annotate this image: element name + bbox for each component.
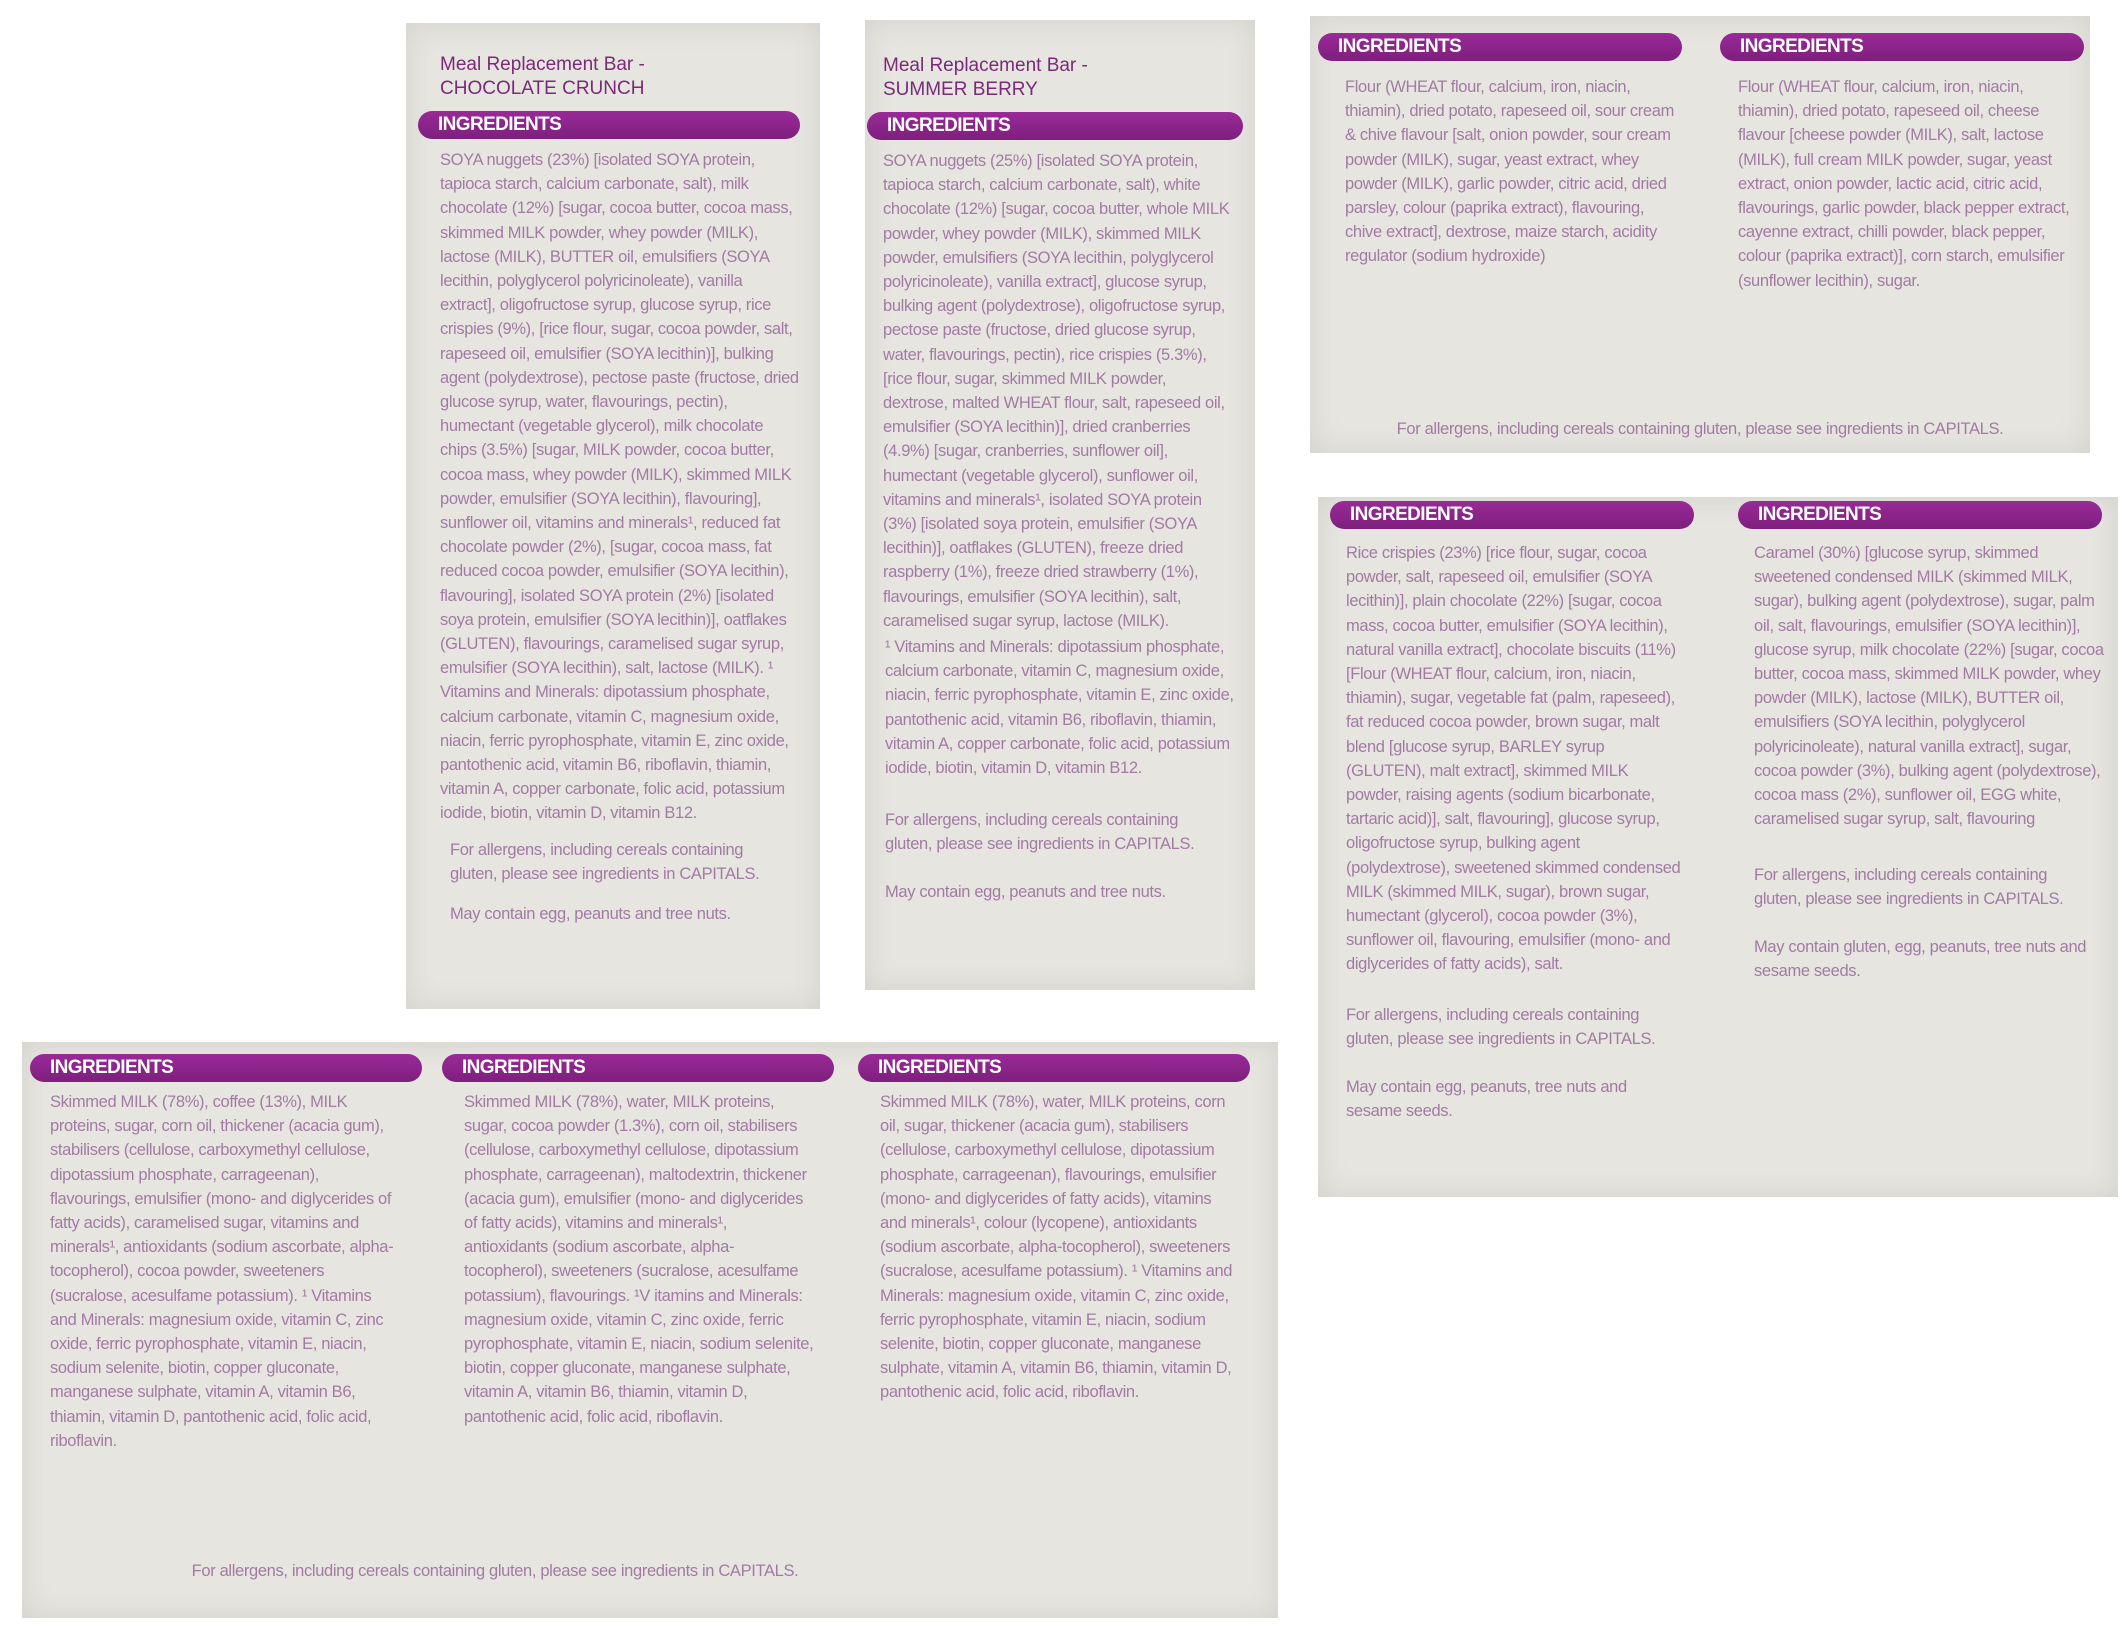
allergen-note: For allergens, including cereals containing gluten, please see ingredients in CAPITALS. — [450, 840, 760, 883]
panel-crisps — [1310, 16, 2090, 453]
ingredients-header: INGREDIENTS — [858, 1054, 1250, 1082]
ingredients-header: INGREDIENTS — [867, 112, 1243, 140]
product-title — [883, 54, 1243, 102]
panel-chocolate-crunch — [406, 23, 820, 1009]
ingredients-header: INGREDIENTS — [1720, 33, 2084, 61]
allergen-footer: For allergens, including cereals containing gluten, please see ingredients in CAPITALS. — [1396, 420, 2004, 438]
ingredients-header: INGREDIENTS — [1330, 501, 1694, 529]
ingredients-text: Flour (WHEAT flour, calcium, iron, niacin, thiamin), dried potato, rapeseed oil, cheese flavour [cheese powder (MILK), salt, lactose (MILK), full cream MILK powder, sugar, yeast extract, onion powder, lactic acid, citric acid, flavourings, garlic powder, black pepper extract, cayenne extract, chilli powder, black pepper, colour (paprika extract)], corn starch, emulsifier (sunflower lecithin), sugar. — [1738, 78, 2070, 290]
ingredients-header: INGREDIENTS — [30, 1054, 422, 1082]
product-title — [440, 53, 800, 101]
ingredients-text: Skimmed MILK (78%), water, MILK proteins, corn oil, sugar, thickener (acacia gum), stabilisers (cellulose, carboxymethyl cellulose, dipotassium phosphate, carrageenan), flavourings, emulsifier (mono- and diglycerides of fatty acids), vitamins and minerals¹, colour (lycopene), antioxidants (sodium ascorbate, alpha-tocopherol), sweeteners (sucralose, acesulfame potassium). ¹ Vitamins and Minerals: magnesium oxide, vitamin C, zinc oxide, ferric pyrophosphate, vitamin E, niacin, sodium selenite, biotin, copper gluconate, manganese sulphate, vitamin A, vitamin B6, thiamin, vitamin D, pantothenic acid, folic acid, riboflavin. — [880, 1093, 1233, 1402]
ingredients-text: Flour (WHEAT flour, calcium, iron, niacin, thiamin), dried potato, rapeseed oil, sour cream & chive flavour [salt, onion powder, sour cream powder (MILK), sugar, yeast extract, whey powder (MILK), garlic powder, citric acid, dried parsley, colour (paprika extract), flavouring, chive extract], dextrose, maize starch, acidity regulator (sodium hydroxide) — [1345, 78, 1674, 266]
panel-shakes — [22, 1042, 1278, 1618]
panel-summer-berry — [865, 20, 1255, 990]
ingredients-header: INGREDIENTS — [418, 111, 800, 139]
product-title-line1: Meal Replacement Bar - — [440, 54, 645, 75]
may-contain-note: May contain egg, peanuts and tree nuts. — [885, 883, 1166, 902]
ingredients-text: Rice crispies (23%) [rice flour, sugar, cocoa powder, salt, rapeseed oil, emulsifier (SOYA lecithin)], plain chocolate (22%) [sugar, cocoa mass, cocoa butter, emulsifier (SOYA lecithin), natural vanilla extract], chocolate biscuits (11%) [Flour (WHEAT flour, calcium, iron, niacin, thiamin), sugar, vegetable fat (palm, rapeseed), fat reduced cocoa powder, brown sugar, malt blend [glucose syrup, BARLEY syrup (GLUTEN), malt extract], skimmed MILK powder, raising agents (sodium bicarbonate, tartaric acid)], salt, flavouring], glucose syrup, oligofructose syrup, bulking agent (polydextrose), sweetened skimmed condensed MILK (skimmed MILK, sugar), brown sugar, humectant (glycerol), cocoa powder (3%), sunflower oil, flavouring, emulsifier (mono- and diglycerides of fatty acids), salt. — [1346, 544, 1681, 974]
may-contain-note: May contain egg, peanuts, tree nuts and sesame seeds. — [1346, 1077, 1627, 1120]
may-contain-note: May contain gluten, egg, peanuts, tree nuts and sesame seeds. — [1754, 938, 2087, 981]
ingredients-text: Skimmed MILK (78%), water, MILK proteins, sugar, cocoa powder (1.3%), corn oil, stabilisers (cellulose, carboxymethyl cellulose, dipotassium phosphate, carrageenan), maltodextrin, thickener (acacia gum), emulsifier (mono- and diglycerides of fatty acids), vitamins and minerals¹, antioxidants (sodium ascorbate, alpha-tocopherol), sweeteners (sucralose, acesulfame potassium), flavourings. ¹V itamins and Minerals: magnesium oxide, vitamin C, zinc oxide, ferric pyrophosphate, vitamin E, niacin, sodium selenite, biotin, copper gluconate, manganese sulphate, vitamin A, vitamin B6, thiamin, vitamin D, pantothenic acid, folic acid, riboflavin. — [464, 1093, 814, 1426]
ingredients-text: Skimmed MILK (78%), coffee (13%), MILK proteins, sugar, corn oil, thickener (acacia gum), stabilisers (cellulose, carboxymethyl cellulose, dipotassium phosphate, carrageenan), flavourings, emulsifier (mono- and diglycerides of fatty acids), caramelised sugar, vitamins and minerals¹, antioxidants (sodium ascorbate, alpha-tocopherol), cocoa powder, sweeteners (sucralose, acesulfame potassium). ¹ Vitamins and Minerals: magnesium oxide, vitamin C, zinc oxide, ferric pyrophosphate, vitamin E, niacin, sodium selenite, biotin, copper gluconate, manganese sulphate, vitamin A, vitamin B6, thiamin, vitamin D, pantothenic acid, folic acid, riboflavin. — [50, 1093, 394, 1450]
ingredients-header: INGREDIENTS — [442, 1054, 834, 1082]
product-title-line2: SUMMER BERRY — [883, 79, 1038, 100]
product-title-line2: CHOCOLATE CRUNCH — [440, 78, 645, 99]
allergen-note: For allergens, including cereals containing gluten, please see ingredients in CAPITALS. — [1754, 866, 2064, 909]
ingredients-header: INGREDIENTS — [1318, 33, 1682, 61]
allergen-note: For allergens, including cereals containing gluten, please see ingredients in CAPITALS. — [1346, 1005, 1656, 1048]
ingredients-text: Caramel (30%) [glucose syrup, skimmed sweetened condensed MILK (skimmed MILK, sugar), bulking agent (polydextrose), sugar, palm oil, salt, flavourings, emulsifier (SOYA lecithin)], glucose syrup, milk chocolate (22%) [sugar, cocoa butter, cocoa mass, skimmed MILK powder, whey powder (MILK), lactose (MILK), BUTTER oil, emulsifiers (SOYA lecithin, polyglycerol polyricinoleate), natural vanilla extract], sugar, cocoa powder (3%), bulking agent (polydextrose), cocoa mass (2%), sunflower oil, EGG white, caramelised sugar syrup, salt, flavouring — [1754, 544, 2104, 829]
may-contain-note: May contain egg, peanuts and tree nuts. — [450, 904, 731, 923]
product-title-line1: Meal Replacement Bar - — [883, 55, 1088, 76]
allergen-note: For allergens, including cereals containing gluten, please see ingredients in CAPITALS. — [885, 811, 1195, 854]
ingredients-text: SOYA nuggets (23%) [isolated SOYA protein, tapioca starch, calcium carbonate, salt), milk chocolate (12%) [sugar, cocoa butter, cocoa mass, skimmed MILK powder, whey powder (MILK), lactose (MILK), BUTTER oil, emulsifiers (SOYA lecithin, polyglycerol polyricinoleate), vanilla extract], oligofructose syrup, glucose syrup, rice crispies (9%), [rice flour, sugar, cocoa powder, salt, rapeseed oil, emulsifier (SOYA lecithin)], bulking agent (polydextrose), pectose paste (fructose, dried glucose syrup, water, flavourings, pectin), humectant (vegetable glycerol), milk chocolate chips (3.5%) [sugar, MILK powder, cocoa butter, cocoa mass, whey powder (MILK), skimmed MILK powder, emulsifier (SOYA lecithin), flavouring], sunflower oil, vitamins and minerals¹, reduced fat chocolate powder (2%), [sugar, cocoa mass, fat reduced cocoa powder, emulsifier (SOYA lecithin), flavouring], isolated SOYA protein (2%) [isolated soya protein, emulsifier (SOYA lecithin)], oatflakes (GLUTEN), flavourings, caramelised sugar syrup, emulsifier (SOYA lecithin), salt, lactose (MILK). ¹ Vitamins and Minerals: dipotassium phosphate, calcium carbonate, vitamin C, magnesium oxide, niacin, ferric pyrophosphate, vitamin E, zinc oxide, pantothenic acid, vitamin B6, riboflavin, thiamin, vitamin A, copper carbonate, folic acid, potassium iodide, biotin, vitamin D, vitamin B12. — [440, 151, 799, 823]
ingredients-text: SOYA nuggets (25%) [isolated SOYA protein, tapioca starch, calcium carbonate, salt), white chocolate (12%) [sugar, cocoa butter, whole MILK powder, whey powder (MILK), skimmed MILK powder, emulsifiers (SOYA lecithin, polyglycerol polyricinoleate), vanilla extract], glucose syrup, bulking agent (polydextrose), oligofructose syrup, pectose paste (fructose, dried glucose syrup, water, flavourings, pectin), rice crispies (5.3%), [rice flour, sugar, skimmed MILK powder, dextrose, malted WHEAT flour, salt, rapeseed oil, emulsifier (SOYA lecithin)], dried cranberries (4.9%) [sugar, cranberries, sunflower oil], humectant (vegetable glycerol), sunflower oil, vitamins and minerals¹, isolated SOYA protein (3%) [isolated soya protein, emulsifier (SOYA lecithin)], oatflakes (GLUTEN), freeze dried raspberry (1%), freeze dried strawberry (1%), flavourings, emulsifier (SOYA lecithin), salt, caramelised sugar syrup, lactose (MILK). — [883, 152, 1230, 630]
vitamins-text: ¹ Vitamins and Minerals: dipotassium phosphate, calcium carbonate, vitamin C, magnesium oxide, niacin, ferric pyrophosphate, vitamin E, zinc oxide, pantothenic acid, vitamin B6, riboflavin, thiamin, vitamin A, copper carbonate, folic acid, potassium iodide, biotin, vitamin D, vitamin B12. — [885, 638, 1234, 778]
allergen-footer: For allergens, including cereals containing gluten, please see ingredients in CAPITALS. — [191, 1562, 799, 1580]
panel-snack-bars — [1318, 497, 2118, 1197]
ingredients-header: INGREDIENTS — [1738, 501, 2102, 529]
